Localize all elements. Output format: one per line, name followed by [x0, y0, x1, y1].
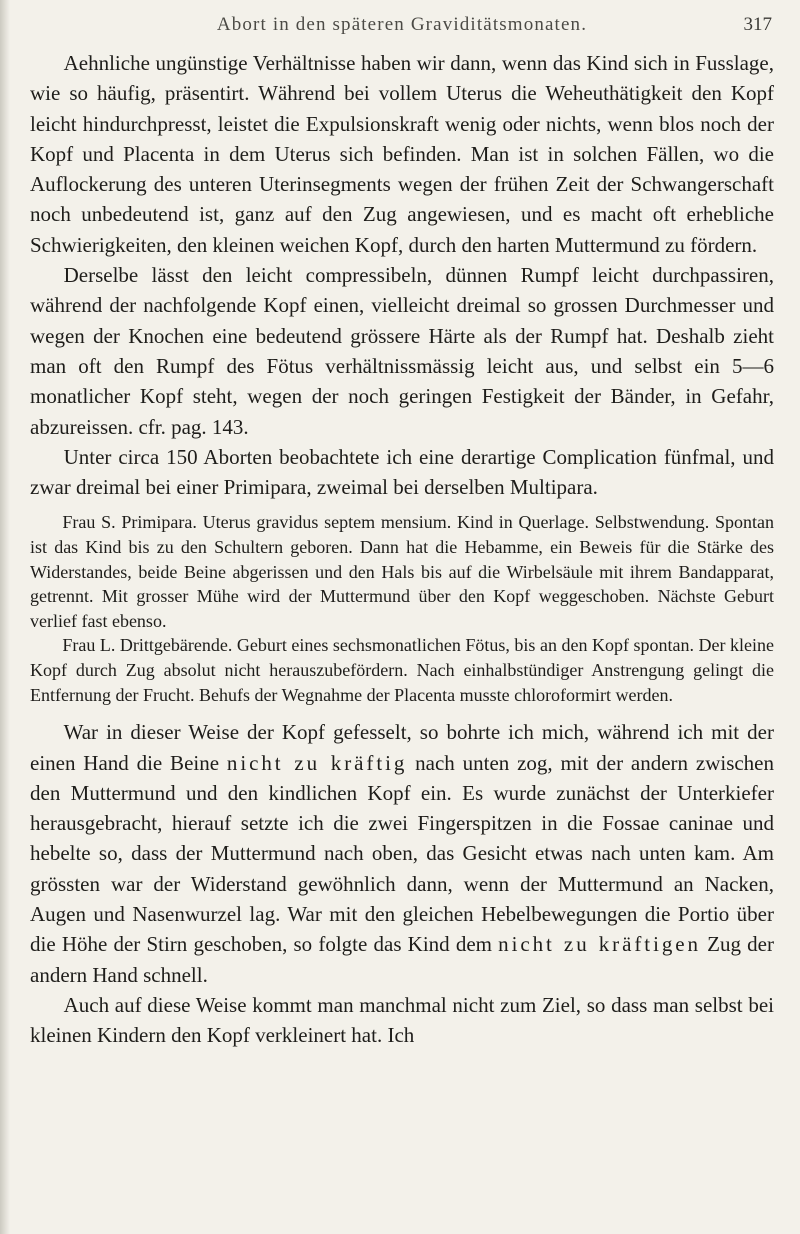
emphasis-nicht-zu-kraeftig: nicht zu kräftig — [226, 750, 408, 775]
paragraph-2: Derselbe lässt den leicht compressibeln, dünnen Rumpf leicht durchpassiren, während der nachfolgende Kopf einen, vielleicht dreimal so grossen Durchmesser und wegen der Knochen eine bedeutend grössere Härte als der Rumpf hat. Deshalb zieht man oft den Rumpf des Fötus verhältnissmässig leicht aus, und selbst ein 5—6 monatlicher Kopf steht, wegen der noch geringen Festigkeit der Bänder, in Gefahr, abzureissen. cfr. pag. 143. — [30, 263, 774, 439]
paragraph-5: Auch auf diese Weise kommt man manchmal nicht zum Ziel, so dass man selbst bei kleinen Kindern den Kopf verkleinert hat. Ich — [30, 992, 774, 1048]
paragraph-3: Unter circa 150 Aborten beobachtete ich eine derartige Complication fünfmal, und zwar dreimal bei einer Primipara, zweimal bei derselben Multipara. — [30, 444, 774, 500]
paragraph-4-part-a: War in dieser Weise der Kopf gefesselt, so bohrte ich mich, während ich mit der einen Hand die Beine — [30, 720, 774, 775]
paragraph-4-part-e: Zug der andern Hand schnell. — [30, 932, 774, 987]
page-number: 317 — [743, 14, 772, 35]
binding-shadow — [0, 0, 10, 1234]
running-title: Abort in den späteren Graviditätsmonaten. — [216, 14, 588, 35]
case-report-1: Frau S. Primipara. Uterus gravidus septem mensium. Kind in Querlage. Selbstwendung. Spontan ist das Kind bis zu den Schultern geboren. Dann hat die Hebamme, ein Beweis für die Stärke des Widerstandes, beide Beine abgerissen und den Hals bis auf die Wirbelsäule mit ihrem Bandapparat, getrennt. Mit grosser Mühe wird der Muttermund über den Kopf weggeschoben. Nächste Geburt verlief fast ebenso. — [30, 512, 774, 631]
paragraph-4 — [30, 717, 774, 990]
emphasis-nicht-zu-kraeftigen: nicht zu kräftigen — [498, 932, 701, 957]
page-header — [30, 12, 774, 48]
case-report-2: Frau L. Drittgebärende. Geburt eines sechsmonatlichen Fötus, bis an den Kopf spontan. Der kleine Kopf durch Zug absolut nicht herauszubefördern. Nach einhalbstündiger Anstrengung gelingt die Entfernung der Frucht. Behufs der Wegnahme der Placenta musste chloroformirt werden. — [30, 635, 774, 705]
paragraph-1: Aehnliche ungünstige Verhältnisse haben wir dann, wenn das Kind sich in Fusslage, wie so häufig, präsentirt. Während bei vollem Uterus die Weheuthätigkeit den Kopf leicht hindurchpresst, leistet die Expulsionskraft wenig oder nichts, wenn blos noch der Kopf und Placenta in dem Uterus sich befinden. Man ist in solchen Fällen, wo die Auflockerung des unteren Uterinsegments wegen der frühen Zeit der Schwangerschaft noch unbedeutend ist, ganz auf den Zug angewiesen, und es macht oft erhebliche Schwierigkeiten, den kleinen weichen Kopf, durch den harten Muttermund zu fördern. — [30, 51, 774, 257]
paragraph-4-part-c: nach unten zog, mit der andern zwischen den Muttermund und den kindlichen Kopf ein. Es wurde zunächst der Unterkiefer herausgebracht, hierauf setzte ich die zwei Fingerspitzen in die Fossae caninae und hebelte so, dass der Muttermund nach oben, das Gesicht etwas nach unten kam. Am grössten war der Widerstand gewöhnlich dann, wenn der Muttermund an Nacken, Augen und Nasenwurzel lag. War mit den gleichen Hebelbewegungen die Portio über die Höhe der Stirn geschoben, so folgte das Kind dem — [30, 750, 775, 957]
